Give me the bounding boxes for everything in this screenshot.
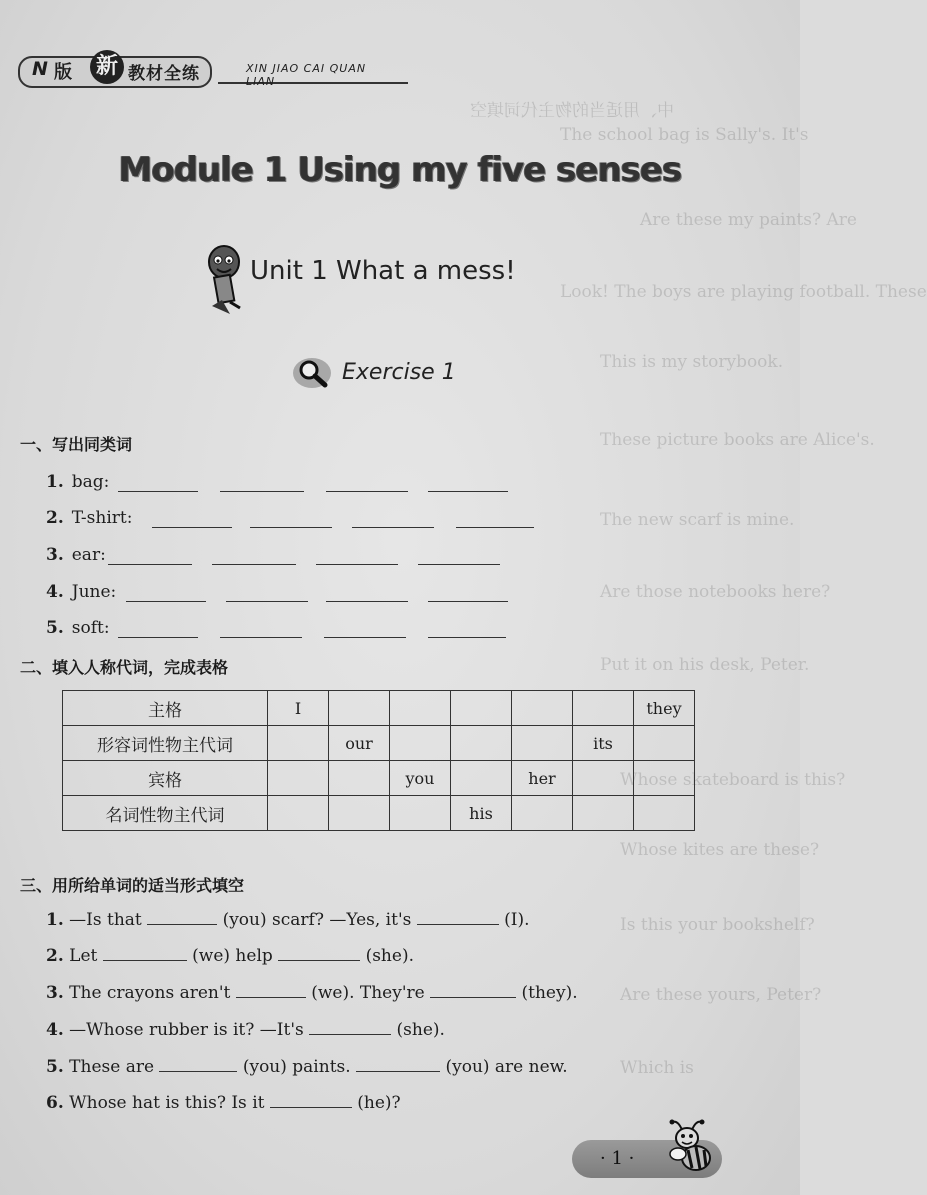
bleed-through-text: Put it on his desk, Peter. [600,655,810,675]
table-cell[interactable] [512,726,573,761]
series-pinyin: XIN JIAO CAI QUAN LIAN [246,62,367,88]
pencil-mascot-icon [200,240,248,316]
answer-blank[interactable] [220,637,302,638]
section1-item: 4. June: [46,582,117,602]
bleed-through-text: The new scarf is mine. [600,510,795,530]
answer-blank[interactable] [352,527,434,528]
table-cell[interactable] [390,691,451,726]
table-cell[interactable] [451,726,512,761]
answer-blank[interactable] [326,601,408,602]
section1-item: 1. bag: [46,472,110,492]
module-title: Module 1 Using my five senses [118,150,682,190]
bleed-through-text: Are these yours, Peter? [620,985,822,1005]
page-number: · 1 · [600,1148,635,1169]
answer-blank[interactable] [428,601,508,602]
section1-item: 2. T-shirt: [46,508,133,528]
table-cell[interactable]: her [512,761,573,796]
table-cell[interactable] [268,796,329,831]
table-cell[interactable] [451,761,512,796]
series-name: 教材全练 [128,64,200,84]
answer-blank[interactable] [236,981,306,998]
table-cell[interactable]: you [390,761,451,796]
table-cell[interactable] [329,796,390,831]
answer-blank[interactable] [220,491,304,492]
answer-blank[interactable] [118,637,198,638]
table-cell[interactable] [329,761,390,796]
table-cell[interactable] [573,796,634,831]
bleed-through-text: This is my storybook. [600,352,784,372]
unit-heading [200,240,620,320]
table-cell[interactable] [512,796,573,831]
answer-blank[interactable] [212,564,296,565]
table-cell[interactable] [573,761,634,796]
answer-blank[interactable] [356,1055,440,1072]
table-cell[interactable]: they [634,691,695,726]
answer-blank[interactable] [126,601,206,602]
table-cell[interactable] [451,691,512,726]
bleed-through-text: Is this your bookshelf? [620,915,815,935]
table-cell[interactable]: its [573,726,634,761]
answer-blank[interactable] [428,637,506,638]
answer-blank[interactable] [309,1018,391,1035]
section1-item: 5. soft: [46,618,110,638]
question-2: 2. Let (we) help (she). [46,946,414,966]
answer-blank[interactable] [324,637,406,638]
table-cell[interactable]: I [268,691,329,726]
bee-mascot-icon [660,1118,720,1176]
bleed-through-text: Which is [620,1058,694,1078]
answer-blank[interactable] [159,1055,237,1072]
bleed-through-text: The school bag is Sally's. It's [560,125,809,145]
question-3: 3. The crayons aren't (we). They're (they). [46,983,578,1003]
answer-blank[interactable] [118,491,198,492]
answer-blank[interactable] [152,527,232,528]
table-cell[interactable] [512,691,573,726]
answer-blank[interactable] [428,491,508,492]
bleed-through-text: 中、用适当的物主代词填空 [470,101,674,121]
answer-blank[interactable] [418,564,500,565]
section1-title: 一、写出同类词 [20,435,133,454]
answer-blank[interactable] [417,908,499,925]
answer-blank[interactable] [270,1091,352,1108]
series-ban: 版 [54,62,72,83]
row-header: 名词性物主代词 [63,796,268,831]
answer-blank[interactable] [250,527,332,528]
bleed-through-text: Look! The boys are playing football. These [560,282,927,302]
series-n: N [32,58,48,80]
row-header: 形容词性物主代词 [63,726,268,761]
section2-title: 二、填入人称代词，完成表格 [20,658,229,677]
answer-blank[interactable] [108,564,192,565]
question-1: 1. —Is that (you) scarf? —Yes, it's (I). [46,910,530,930]
answer-blank[interactable] [103,944,187,961]
bleed-through-text: Are those notebooks here? [600,582,831,602]
table-cell[interactable] [268,761,329,796]
table-cell[interactable] [329,691,390,726]
answer-blank[interactable] [226,601,308,602]
table-cell[interactable]: his [451,796,512,831]
table-cell[interactable] [634,726,695,761]
table-row [63,761,695,796]
bleed-through-text: Are these my paints? Are [640,210,857,230]
answer-blank[interactable] [316,564,398,565]
row-header: 主格 [63,691,268,726]
answer-blank[interactable] [456,527,534,528]
exercise-heading [292,356,492,392]
answer-blank[interactable] [147,908,217,925]
question-6: 6. Whose hat is this? Is it (he)? [46,1093,401,1113]
answer-blank[interactable] [430,981,516,998]
answer-blank[interactable] [278,944,360,961]
section3-title: 三、用所给单词的适当形式填空 [20,876,245,895]
series-header [18,52,398,88]
table-row [63,796,695,831]
pronoun-table [62,690,695,831]
series-xin: 新 [90,50,124,84]
question-5: 5. These are (you) paints. (you) are new. [46,1057,568,1077]
table-cell[interactable] [634,761,695,796]
answer-blank[interactable] [326,491,408,492]
magnifier-icon [292,356,334,390]
table-cell[interactable]: our [329,726,390,761]
row-header: 宾格 [63,761,268,796]
question-4: 4. —Whose rubber is it? —It's (she). [46,1020,445,1040]
table-cell[interactable] [634,796,695,831]
exercise-title: Exercise 1 [342,360,456,385]
table-row [63,691,695,726]
unit-title: Unit 1 What a mess! [250,256,516,286]
bleed-through-text: Whose skateboard is this? [620,770,846,790]
bleed-through-text: Whose kites are these? [620,840,820,860]
table-row [63,726,695,761]
section1-item: 3. ear: [46,545,106,565]
table-cell[interactable] [390,726,451,761]
table-cell[interactable] [390,796,451,831]
table-cell[interactable] [268,726,329,761]
bleed-through-text: These picture books are Alice's. [600,430,875,450]
table-cell[interactable] [573,691,634,726]
